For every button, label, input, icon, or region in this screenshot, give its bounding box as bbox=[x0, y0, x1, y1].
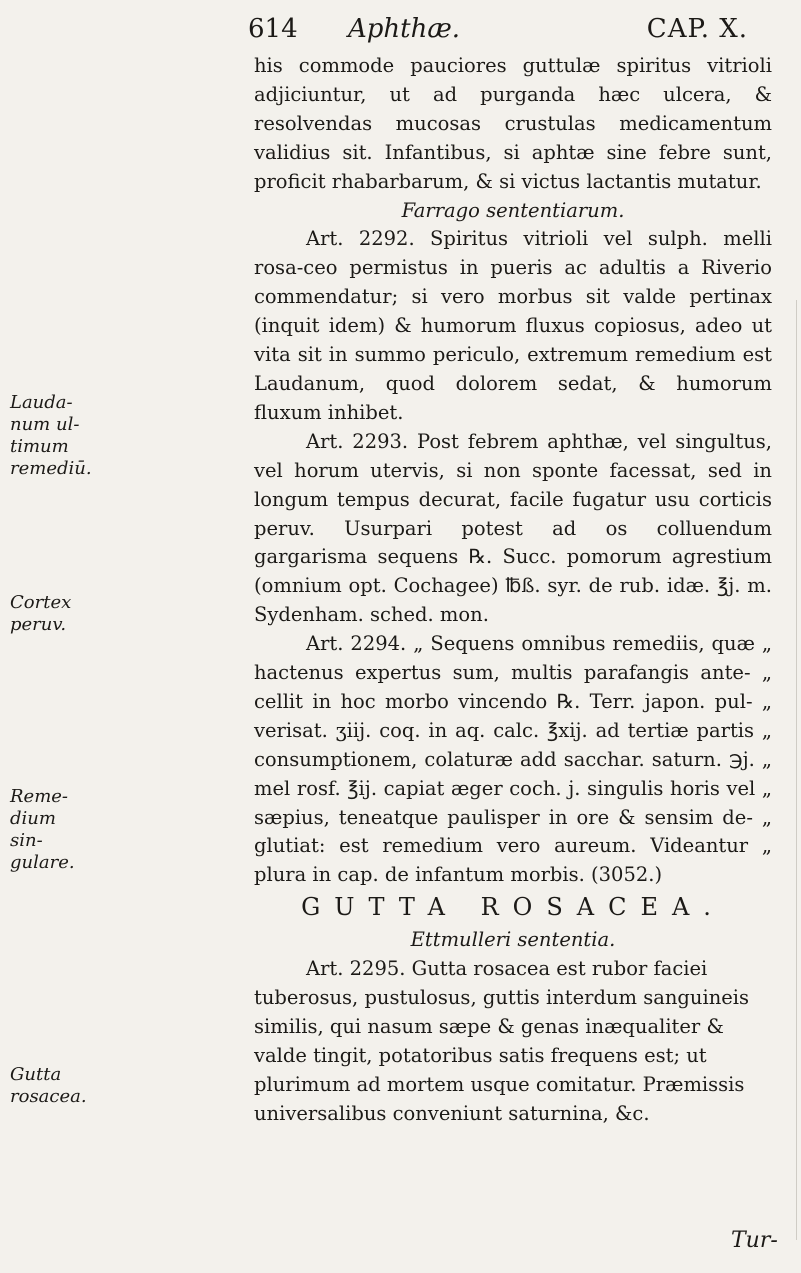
paragraph-intro: his commode pauciores guttulæ spiritus vitrioli adjiciuntur, ut ad purganda hæc ulcera, & resolvendas mucosas crustulas medicamentum validius sit. Infantibus, si aphtæ sine febre sunt, proficit rhabarbarum, & si victus lactantis mutatur. bbox=[254, 54, 772, 193]
main-text bbox=[254, 52, 772, 1129]
paragraph-art-2295: Art. 2295. Gutta rosacea est rubor faciei tuberosus, pustulosus, guttis interdum sanguineis similis, qui nasum sæpe & genas inæqualiter & valde tingit, potatoribus satis frequens est; ut plurimum ad mortem usque comitatur. Præmissis universalibus conveniunt saturnina, &c. bbox=[254, 957, 750, 1125]
margin-note-laudanum: Lauda- num ul- timum remediū. bbox=[10, 392, 92, 479]
running-title: Aphthæ. bbox=[348, 14, 461, 44]
paragraph-art-2292: Art. 2292. Spiritus vitrioli vel sulph. melli rosa-ceo permistus in pueris ac adultis a Riverio commendatur; si vero morbus sit valde pertinax (inquit idem) & humorum fluxus copiosus, adeo ut vita sit in summo periculo, extremum remedium est Laudanum, quod dolorem sedat, & humorum fluxum inhibet. bbox=[254, 227, 772, 424]
running-header bbox=[248, 14, 748, 50]
section-heading-farrago: Farrago sententiarum. bbox=[401, 198, 625, 222]
paragraph-art-2294: Art. 2294. „ Sequens omnibus remediis, quæ „ hactenus expertus sum, multis parafangis ante- „ cellit in hoc morbo vincendo ℞. Terr. japon. pul- „ verisat. ʒiij. coq. in aq. calc. ℥xij. ad tertiæ partis „ consumptionem, colaturæ add sacchar. saturn. ℈j. „ mel rosf. ℥ij. capiat æger coch. j. singulis horis vel „ sæpius, teneatque paulisper in ore & sensim de- „ glutiat: est remedium vero aureum. Videantur „ plura in cap. de infantum morbis. (3052.) bbox=[254, 632, 772, 887]
margin-note-gutta: Gutta rosacea. bbox=[10, 1064, 87, 1107]
paragraph-art-2293: Art. 2293. Post febrem aphthæ, vel singultus, vel horum utervis, si non sponte facessat, sed in longum tempus decurat, facile fugatur usu corticis peruv. Usurpari potest ad os colluendum gargarisma sequens ℞. Succ. pomorum agrestium (omnium opt. Cochagee) ℔ß. syr. de rub. idæ. ℥j. m. Sydenham. sched. mon. bbox=[254, 429, 772, 627]
section-subheading-ettmulleri: Ettmulleri sententia. bbox=[410, 928, 616, 952]
margin-note-remedium: Reme- dium sin- gulare. bbox=[10, 786, 75, 873]
margin-note-cortex: Cortex peruv. bbox=[10, 592, 72, 635]
page-number: 614 bbox=[248, 14, 298, 44]
chapter-label: CAP. X. bbox=[646, 14, 748, 44]
page-edge-line bbox=[796, 300, 797, 1240]
catchword: Tur- bbox=[731, 1228, 778, 1253]
section-heading-gutta-rosacea: GUTTA ROSACEA. bbox=[301, 893, 725, 922]
